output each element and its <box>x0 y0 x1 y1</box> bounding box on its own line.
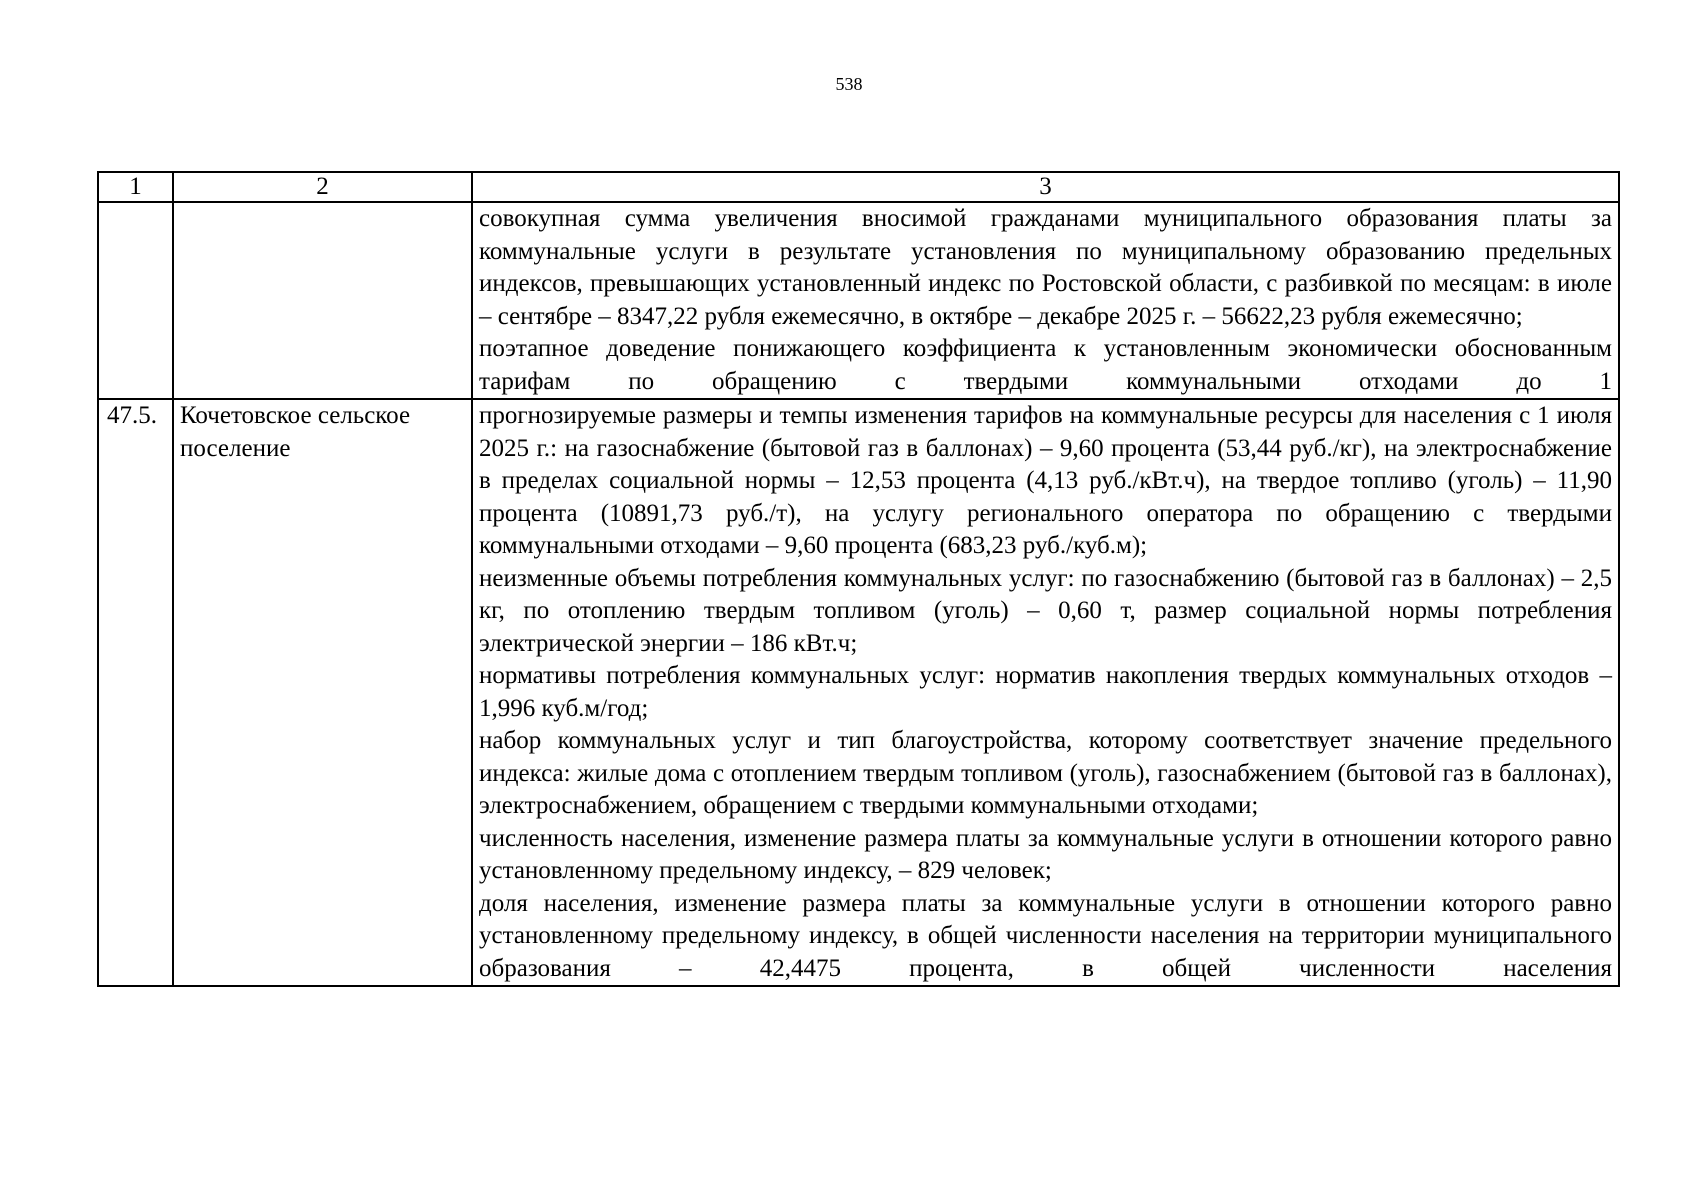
row-number-cell: 47.5. <box>98 399 173 986</box>
paragraph: численность населения, изменение размера платы за коммунальные услуги в отношении которого равно установленному предельному индексу, – 829 человек; <box>479 824 1612 884</box>
column-header-1: 1 <box>98 172 173 202</box>
document-table <box>97 171 1620 987</box>
municipality-name-cell <box>173 202 472 399</box>
paragraph: прогнозируемые размеры и темпы изменения тарифов на коммунальные ресурсы для населения с 1 июля 2025 г.: на газоснабжение (бытовой газ в баллонах) – 9,60 процента (53,44 руб./кг), на электроснабжение в пределах социальной нормы – 12,53 процента (4,13 руб./кВт.ч), на твердое топливо (уголь) – 11,90 процента (10891,73 руб./т), на услугу регионального оператора по обращению с твердыми коммунальными отходами – 9,60 процента (683,23 руб./куб.м); <box>479 402 1612 559</box>
column-header-2: 2 <box>173 172 472 202</box>
column-header-3: 3 <box>472 172 1619 202</box>
paragraph: набор коммунальных услуг и тип благоустройства, которому соответствует значение предельного индекса: жилые дома с отоплением твердым топливом (уголь), газоснабжением (бытовой газ в баллонах), электроснабжением, обращением с твердыми коммунальными отходами; <box>479 727 1612 819</box>
paragraph: нормативы потребления коммунальных услуг: норматив накопления твердых коммунальных отходов – 1,996 куб.м/год; <box>479 662 1612 722</box>
table-row-47-5 <box>98 399 1619 986</box>
table-row-continuation <box>98 202 1619 399</box>
paragraph: доля населения, изменение размера платы за коммунальные услуги в отношении которого равно установленному предельному индексу, в общей численности населения на территории муниципального образования – 42,4475 процента, в общей численности населения <box>479 889 1612 982</box>
paragraph: неизменные объемы потребления коммунальных услуг: по газоснабжению (бытовой газ в баллонах) – 2,5 кг, по отоплению твердым топливом (уголь) – 0,60 т, размер социальной нормы потребления электрической энергии – 186 кВт.ч; <box>479 564 1612 657</box>
paragraph: поэтапное доведение понижающего коэффициента к установленным экономически обоснованным тарифам по обращению с твердыми коммунальными отходами до 1 <box>479 335 1612 395</box>
description-cell <box>472 399 1619 986</box>
page-number: 538 <box>835 74 863 94</box>
table-header-row <box>98 172 1619 202</box>
row-number-cell <box>98 202 173 399</box>
municipality-name-cell: Кочетовское сельское поселение <box>173 399 472 986</box>
description-cell <box>472 202 1619 399</box>
paragraph: совокупная сумма увеличения вносимой гражданами муниципального образования платы за коммунальные услуги в результате установления по муниципальному образованию предельных индексов, превышающих установленный индекс по Ростовской области, с разбивкой по месяцам: в июле – сентябре – 8347,22 рубля ежемесячно, в октябре – декабре 2025 г. – 56622,23 рубля ежемесячно; <box>479 205 1612 330</box>
